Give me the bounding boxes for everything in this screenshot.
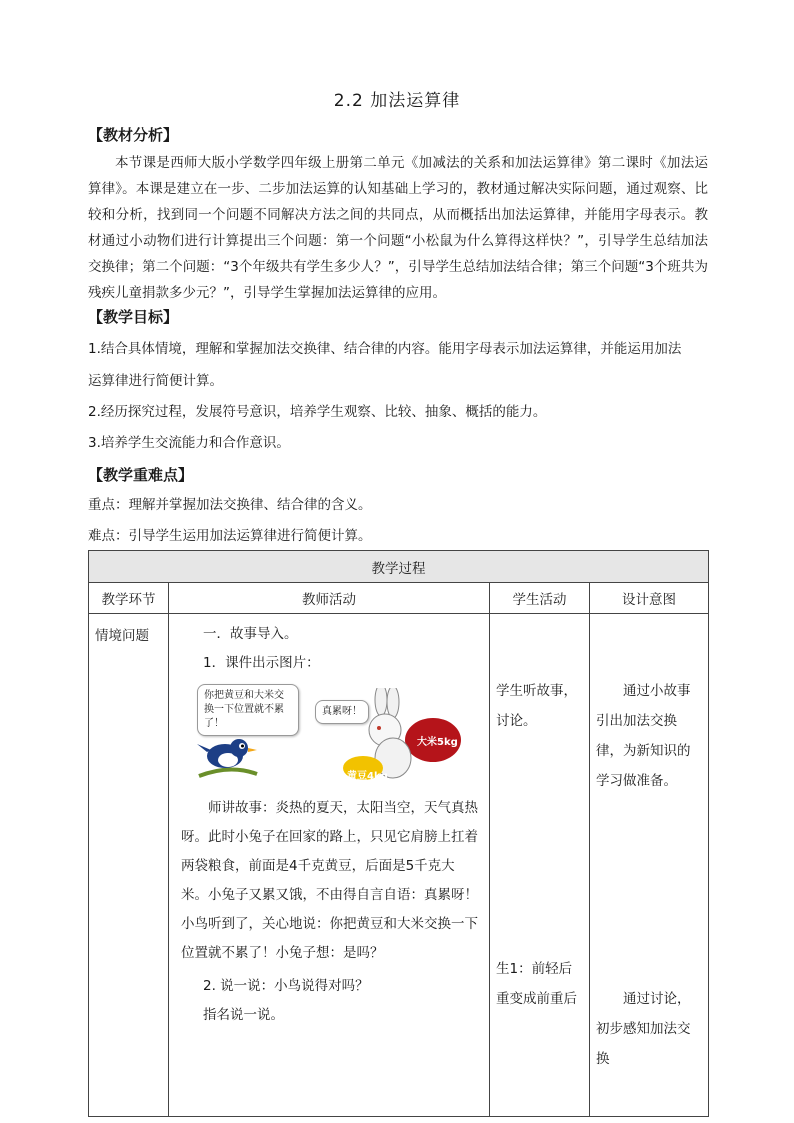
goal-1-line-1: 1.结合具体情境，理解和掌握加法交换律、结合律的内容。能用字母表示加法运算律，并能运用加法 (88, 341, 682, 357)
bird-speech-bubble: 你把黄豆和大米交换一下位置就不累了！ (197, 684, 299, 736)
teacher-activity-cell (169, 614, 490, 1117)
goals-heading: 【教学目标】 (88, 308, 179, 326)
teacher-line: 1．课件出示图片： (203, 655, 320, 671)
column-header: 教师活动 (169, 583, 490, 614)
design-intent-cell (590, 614, 709, 1117)
column-header: 教学环节 (89, 583, 169, 614)
teaching-process-table (88, 550, 709, 1117)
design-intent-2: 通过讨论，初步感知加法交换 (596, 991, 691, 1067)
bean-bag-label: 黄豆4kg (347, 771, 388, 782)
student-activity-2: 生1：前轻后重变成前重后 (496, 961, 577, 1007)
rice-bag-label: 大米5kg (417, 737, 458, 748)
student-activity-1: 学生听故事，讨论。 (496, 683, 577, 729)
goal-2: 2.经历探究过程，发展符号意识，培养学生观察、比较、抽象、概括的能力。 (88, 404, 547, 420)
design-intent-1: 通过小故事引出加法交换律，为新知识的学习做准备。 (596, 683, 691, 789)
goal-3: 3.培养学生交流能力和合作意识。 (88, 435, 290, 451)
table-caption: 教学过程 (89, 551, 709, 583)
analysis-paragraph: 本节课是西师大版小学数学四年级上册第二单元《加减法的关系和加法运算律》第二课时《加法运算律》。本课是建立在一步、二步加法运算的认知基础上学习的，教材通过解决实际问题，通过观察、比较和分析，找到同一个问题不同解决方法之间的共同点，从而概括出加法运算律，并能用字母表示。教材通过小动物们进行计算提出三个问题：第一个问题“小松鼠为什么算得这样快？”，引导学生总结加法交换律；第二个问题：“3个年级共有学生多少人？”，引导学生总结加法结合律；第三个问题“3个班共为残疾儿童捐款多少元？”，引导学生掌握加法运算律的应用。 (88, 155, 708, 301)
key-points-heading: 【教学重难点】 (88, 466, 194, 484)
stage-cell: 情境问题 (89, 614, 169, 1117)
story-illustration (195, 684, 465, 784)
student-activity-cell (490, 614, 590, 1117)
column-header: 学生活动 (490, 583, 590, 614)
key-point: 重点：理解并掌握加法交换律、结合律的含义。 (88, 497, 372, 513)
difficulty-point: 难点：引导学生运用加法运算律进行简便计算。 (88, 528, 372, 544)
bird-icon (195, 724, 265, 784)
rabbit-speech-bubble: 真累呀！ (315, 700, 369, 724)
page-title: 2.2 加法运算律 (333, 91, 461, 111)
table-row (89, 614, 709, 1117)
analysis-heading: 【教材分析】 (88, 126, 179, 144)
teacher-story: 师讲故事：炎热的夏天，太阳当空，天气真热呀。此时小兔子在回家的路上，只见它肩膀上扛着两袋粮食，前面是4千克黄豆，后面是5千克大米。小兔子又累又饿，不由得自言自语：真累呀！小鸟听到了，关心地说：你把黄豆和大米交换一下位置就不累了！小兔子想：是吗？ (181, 800, 478, 961)
column-header: 设计意图 (590, 583, 709, 614)
teacher-line: 指名说一说。 (203, 1007, 284, 1023)
teacher-line: 一．故事导入。 (203, 626, 298, 642)
goal-1-line-2: 运算律进行简便计算。 (88, 373, 223, 389)
teacher-line: 2. 说一说：小鸟说得对吗？ (203, 978, 369, 994)
